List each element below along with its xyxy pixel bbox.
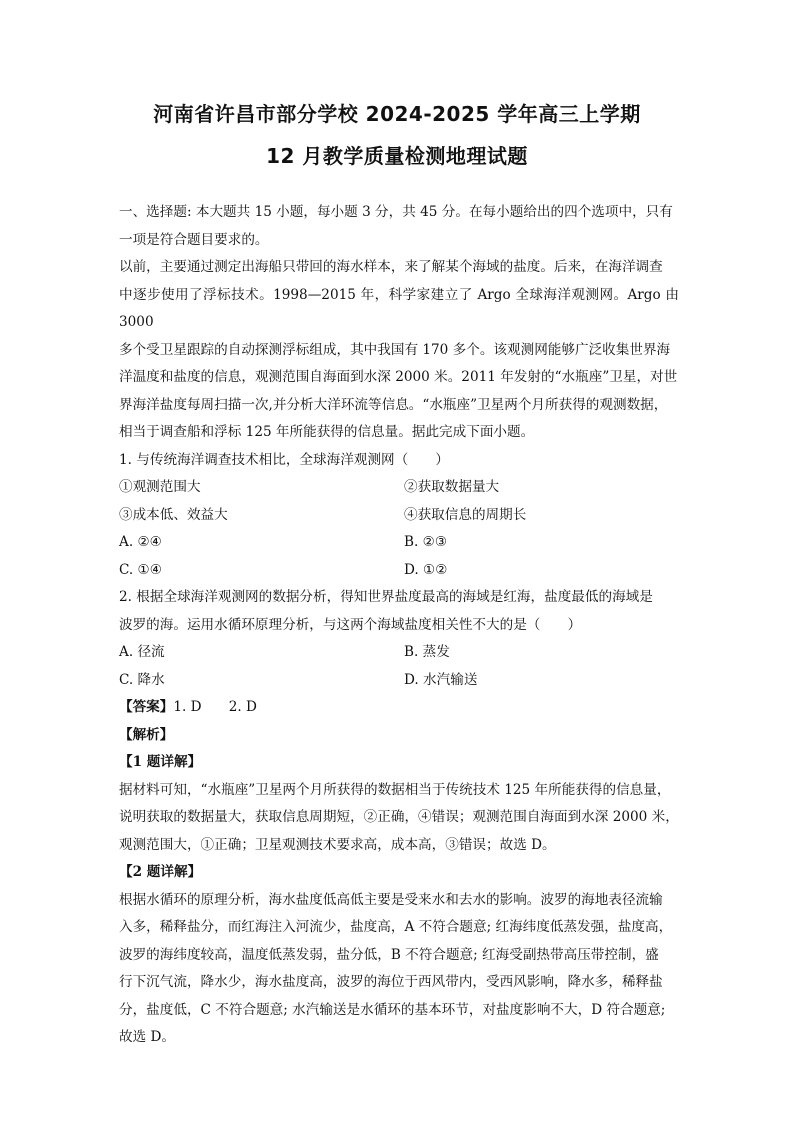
question-2-option-a: A. 径流 (119, 644, 165, 660)
question-1-option-a: A. ②④ (119, 534, 162, 550)
section-header-line-1: 一、选择题: 本大题共 15 小题，每小题 3 分，共 45 分。在每小题给出的四个选项中，只有 (119, 204, 673, 220)
answer-line (119, 694, 679, 722)
document-title-line-1: 河南省许昌市部分学校 2024-2025 学年高三上学期 (153, 102, 641, 126)
question-2-option-d: D. 水汽输送 (404, 671, 478, 688)
detail-2-label: 【2 题详解】 (119, 864, 202, 880)
material-line-3: 多个受卫星跟踪的自动探测浮标组成，其中我国有 170 多个。该观测网能够广泛收集世界海 (119, 341, 671, 358)
question-2-option-b: B. 蒸发 (404, 644, 450, 660)
detail-2-line-2: 入多，稀释盐分，而红海注入河流少，盐度高，A 不符合题意; 红海纬度低蒸发强，盐度高， (119, 919, 673, 935)
question-1-items-row-1 (119, 474, 679, 502)
material-line-5: 界海洋盐度每周扫描一次,并分析大洋环流等信息。“水瓶座”卫星两个月所获得的观测数据， (119, 396, 668, 413)
question-1-options-row-2 (119, 557, 679, 585)
question-1-item: ②获取数据量大 (404, 479, 500, 495)
question-1-items-row-2 (119, 502, 679, 530)
material-line-1: 以前，主要通过测定出海船只带回的海水样本，来了解某个海域的盐度。后来，在海洋调查 (119, 259, 663, 275)
question-1-item: ④获取信息的周期长 (404, 506, 527, 523)
detail-1-line-1: 据材料可知，“水瓶座”卫星两个月所获得的数据相当于传统技术 125 年所能获得的信息量， (119, 781, 671, 798)
detail-1-line-2: 说明获取的数据量大，获取信息周期短，②正确，④错误；观测范围自海面到水深 2000 米， (119, 809, 679, 825)
material-line-6: 相当于调查船和浮标 125 年所能获得的信息量。据此完成下面小题。 (119, 424, 535, 440)
detail-2-line-1: 根据水循环的原理分析，海水盐度低高低主要是受来水和去水的影响。波罗的海地表径流输 (119, 891, 663, 908)
question-1-option-d: D. ①② (404, 561, 448, 578)
material-line-2: 中逐步使用了浮标技术。1998—2015 年，科学家建立了 Argo 全球海洋观测网。Argo 由 3000 (119, 286, 679, 330)
answer-label: 【答案】 (119, 699, 174, 715)
question-1-stem: 1. 与传统海洋调查技术相比，全球海洋观测网（ ） (119, 451, 449, 468)
detail-1-label: 【1 题详解】 (119, 754, 202, 770)
detail-2-line-3: 波罗的海纬度较高，温度低蒸发弱，盐分低，B 不符合题意; 红海受副热带高压带控制，盛 (119, 946, 659, 963)
question-2-stem-line-2: 波罗的海。运用水循环原理分析，与这两个海域盐度相关性不大的是（ ） (119, 616, 582, 633)
question-2-stem-line-1: 2. 根据全球海洋观测网的数据分析，得知世界盐度最高的海域是红海，盐度最低的海域是 (119, 589, 653, 605)
question-2-options-row-2 (119, 667, 679, 695)
answer-text: 1. D 2. D (173, 699, 257, 715)
question-1-option-c: C. ①④ (119, 561, 162, 578)
document-title-line-2: 12 月教学质量检测地理试题 (266, 144, 528, 168)
question-1-option-b: B. ②③ (404, 534, 448, 550)
detail-1-line-3: 观测范围大，①正确；卫星观测技术要求高，成本高，③错误；故选 D。 (119, 836, 556, 853)
analysis-label: 【解析】 (119, 726, 174, 743)
detail-2-line-5: 分，盐度低，C 不符合题意; 水汽输送是水循环的基本环节，对盐度影响不大，D 符合题意; (119, 1001, 666, 1018)
question-2-options-row-1 (119, 639, 679, 667)
question-1-item: ③成本低、效益大 (119, 506, 228, 523)
section-header-line-2: 一项是符合题目要求的。 (119, 231, 269, 248)
question-1-options-row-1 (119, 529, 679, 557)
material-line-4: 洋温度和盐度的信息，观测范围自海面到水深 2000 米。2011 年发射的“水瓶座”卫星，对世 (119, 369, 678, 385)
document-body (119, 199, 679, 1052)
detail-2-line-4: 行下沉气流，降水少，海水盐度高，波罗的海位于西风带内，受西风影响，降水多，稀释盐 (119, 974, 663, 990)
detail-2-line-6: 故选 D。 (119, 1029, 176, 1045)
question-1-item: ①观测范围大 (119, 479, 201, 495)
question-2-option-c: C. 降水 (119, 671, 165, 688)
